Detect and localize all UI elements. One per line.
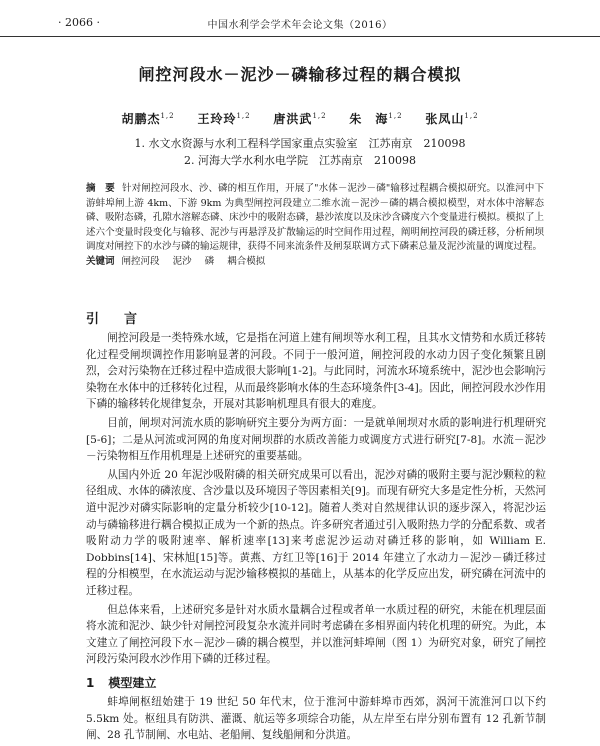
abstract — [86, 182, 544, 269]
keyword: 耦合模拟 — [227, 255, 266, 267]
keywords — [86, 255, 544, 270]
section-number: 1 — [86, 676, 95, 690]
paragraph: 闸控河段是一类特殊水域，它是指在河道上建有闸坝等水利工程，且其水文情势和水质迁移转化过程受闸坝调控作用影响显著的河段。不同于一般河道，闸控河段的水动力因子变化频繁且剧烈，会对污染物在迁移过程中造成很大影响[1-2]。与此同时，河流水环境系统中，泥沙也会影响污染物在水体中的迁移转化过程，从而最终影响水体的生态环境条件[3-4]。因此，闸控河段水沙作用下磷的输移转化规律复杂，开展对其影响机理具有很大的难度。 — [86, 332, 546, 411]
paragraph: 从国内外近 20 年泥沙吸附磷的相关研究成果可以看出，泥沙对磷的吸附主要与泥沙颗粒的粒径组成、水体的磷浓度、含沙量以及环境因子等因素相关[9]。而现有研究大多是定性分析，天然河道中泥沙对磷实际影响的定量分析较少[10-12]。随着人类对自然规律认识的逐步深入，将泥沙运动与磷输移进行耦合模拟正成为一个新的热点。许多研究者通过引入吸附热力学的分配系数、或者吸附动力学的吸附速率、解析速率[13]来考虑泥沙运动对磷迁移的影响，如 William E. Dobbins[14]、宋林旭[15]等。黄燕、方红卫等[16]于 2014 年建立了水动力－泥沙－磷迁移过程的分相模型，在水流运动与泥沙输移模拟的基础上，从基本的化学反应出发，研究磷在河流中的迁移过程。 — [86, 468, 546, 597]
paper-title: 闸控河段水－泥沙－磷输移过程的耦合模拟 — [138, 65, 462, 84]
author-name: 王玲玲 — [197, 112, 237, 126]
running-title: 中国水利学会学术年会论文集（2016） — [207, 20, 393, 31]
author-name: 张凤山 — [425, 112, 465, 126]
author-name: 朱 海 — [349, 112, 389, 126]
affiliation: 2. 河海大学水利水电学院 江苏南京 210098 — [184, 154, 416, 167]
author-affiliation-mark: 1,2 — [388, 112, 403, 120]
author — [349, 112, 402, 126]
page-header — [0, 14, 600, 37]
author-name: 唐洪武 — [273, 112, 313, 126]
author — [121, 112, 174, 126]
keyword: 磷 — [204, 255, 215, 267]
author-list — [0, 110, 600, 127]
page-number: · 2066 · — [58, 16, 100, 29]
keyword: 闸控河段 — [121, 255, 160, 267]
author-name: 胡鹏杰 — [121, 112, 161, 126]
paragraph: 目前，闸坝对河流水质的影响研究主要分为两方面：一是就单闸坝对水质的影响进行机理研究[5-6]；二是从河流或河网的角度对闸坝群的水质改善能力或调度方式进行研究[7-8]。水流－泥沙－污染物相互作用机理是上述研究的重要基础。 — [86, 416, 546, 463]
keyword: 泥沙 — [172, 255, 192, 267]
abstract-label: 摘 要 — [86, 183, 115, 194]
intro-heading: 引 言 — [86, 312, 144, 327]
author-affiliation-mark: 1,2 — [160, 112, 175, 120]
paragraph: 蚌埠闸枢纽始建于 19 世纪 50 年代末，位于淮河中游蚌埠市西郊，涡河干流淮河口以下约 5.5km 处。枢纽具有防洪、灌溉、航运等多项综合功能，从左岸至右岸分别布置有 12 孔新节制闸、28 孔节制闸、水电站、老船闸、复线船闸和分洪道。 — [86, 696, 546, 742]
abstract-text: 针对闸控河段水、沙、磷的相互作用，开展了"水体－泥沙－磷"输移过程耦合模拟研究。以淮河中下游蚌埠闸上游 4km、下游 9km 为典型闸控河段建立二维水流－泥沙－磷的耦合模拟模型，对水体中溶解态磷、吸附态磷，孔隙水溶解态磷、床沙中的吸附态磷，悬沙浓度以及床沙含磷度六个变量进行模拟。模拟了上述六个变量时段变化与输移、泥沙与再悬浮及扩散输运的时空间作用过程，阐明闸控河段的磷迁移，分析闸坝调度对闸控下的水沙与磷的输运规律，获得不同来流条件及闸泵联调方式下磷素总量及泥沙流量的调度过程。 — [86, 183, 544, 252]
affiliation: 1. 水文水资源与水利工程科学国家重点实验室 江苏南京 210098 — [134, 137, 466, 150]
author — [273, 112, 326, 126]
author-affiliation-mark: 1,2 — [236, 112, 251, 120]
author-affiliation-mark: 1,2 — [312, 112, 327, 120]
paragraph: 但总体来看，上述研究多是针对水质水量耦合过程或者单一水质过程的研究，未能在机理层面将水流和泥沙、缺少针对闸控河段复杂水流并同时考虑磷在多相界面内转化机理的研究。为此，本文建立了闸控河段下水－泥沙－磷的耦合模型，并以淮河蚌埠闸（图 1）为研究对象，研究了闸控河段污染河段水沙作用下磷的迁移过程。 — [86, 603, 546, 666]
author-affiliation-mark: 1,2 — [464, 112, 479, 120]
author — [425, 112, 478, 126]
intro-body — [86, 330, 546, 670]
keywords-label: 关键词 — [86, 255, 115, 267]
author — [197, 112, 250, 126]
section-title: 模型建立 — [108, 676, 157, 690]
section-heading — [86, 674, 170, 691]
section1-body — [86, 694, 546, 746]
affiliations — [0, 135, 600, 169]
